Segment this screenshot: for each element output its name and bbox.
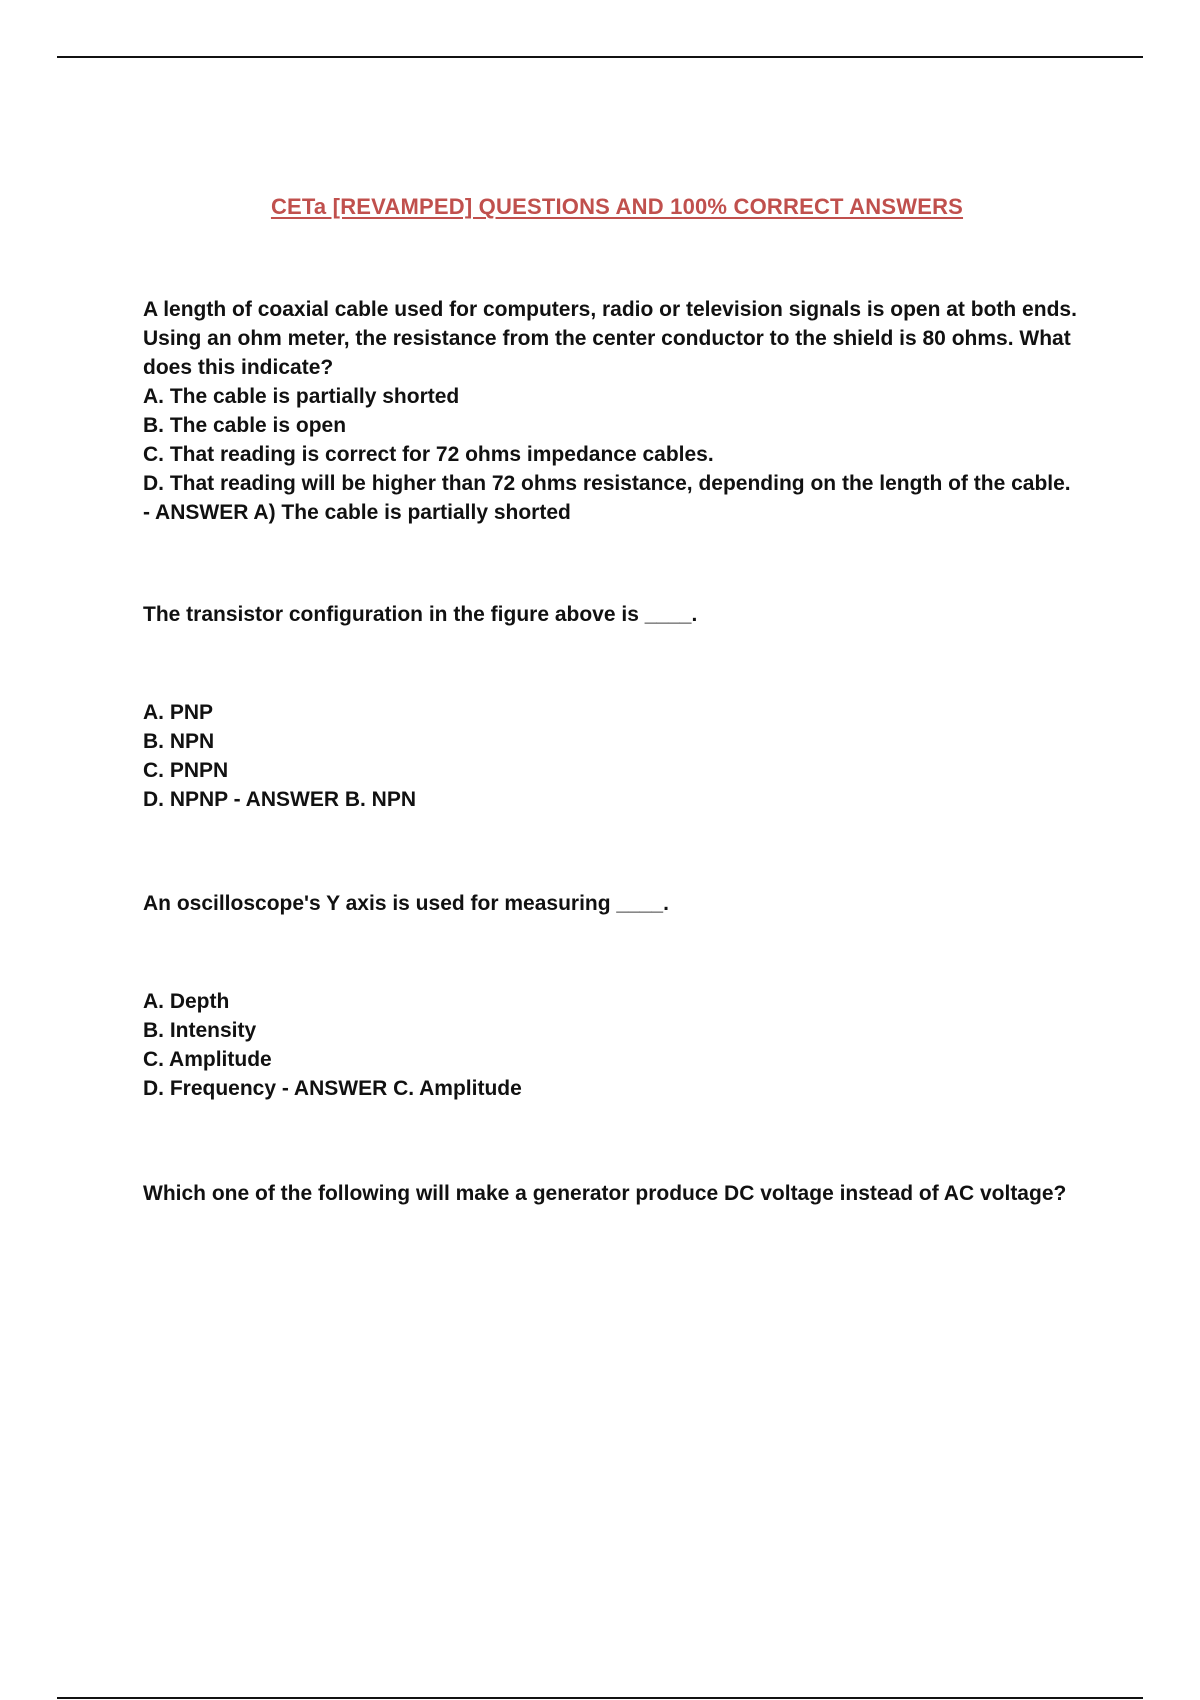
question-text: A length of coaxial cable used for computers, radio or television signals is open at both ends. Using an ohm meter, the resistance from the center conductor to the shield is 80 ohms. What does this indicate? (143, 298, 1077, 379)
option-c: C. Amplitude (143, 1048, 272, 1071)
option-a: A. Depth (143, 990, 230, 1013)
option-a: A. The cable is partially shorted (143, 385, 460, 408)
option-d-with-answer: D. NPNP - ANSWER B. NPN (143, 788, 417, 811)
question-text: The transistor configuration in the figure above is ____. (143, 603, 698, 626)
option-d-with-answer: D. That reading will be higher than 72 ohms resistance, depending on the length of the cable. - ANSWER A) The cable is partially shorted (143, 472, 1071, 524)
question-1 (143, 295, 1083, 527)
bottom-rule (57, 1697, 1143, 1699)
option-a: A. PNP (143, 701, 214, 724)
option-b: B. Intensity (143, 1019, 257, 1042)
option-b: B. NPN (143, 730, 215, 753)
question-2 (143, 600, 1083, 814)
document-title: CETa [REVAMPED] QUESTIONS AND 100% CORRECT ANSWERS (270, 194, 964, 219)
option-b: B. The cable is open (143, 414, 347, 437)
option-c: C. That reading is correct for 72 ohms impedance cables. (143, 443, 714, 466)
option-c: C. PNPN (143, 759, 229, 782)
question-text: An oscilloscope's Y axis is used for measuring ____. (143, 892, 669, 915)
document-body (143, 295, 1083, 1208)
question-text: Which one of the following will make a generator produce DC voltage instead of AC voltage? (143, 1182, 1067, 1205)
question-3 (143, 889, 1083, 1103)
option-d-with-answer: D. Frequency - ANSWER C. Amplitude (143, 1077, 522, 1100)
question-4 (143, 1179, 1083, 1208)
top-rule (57, 56, 1143, 58)
